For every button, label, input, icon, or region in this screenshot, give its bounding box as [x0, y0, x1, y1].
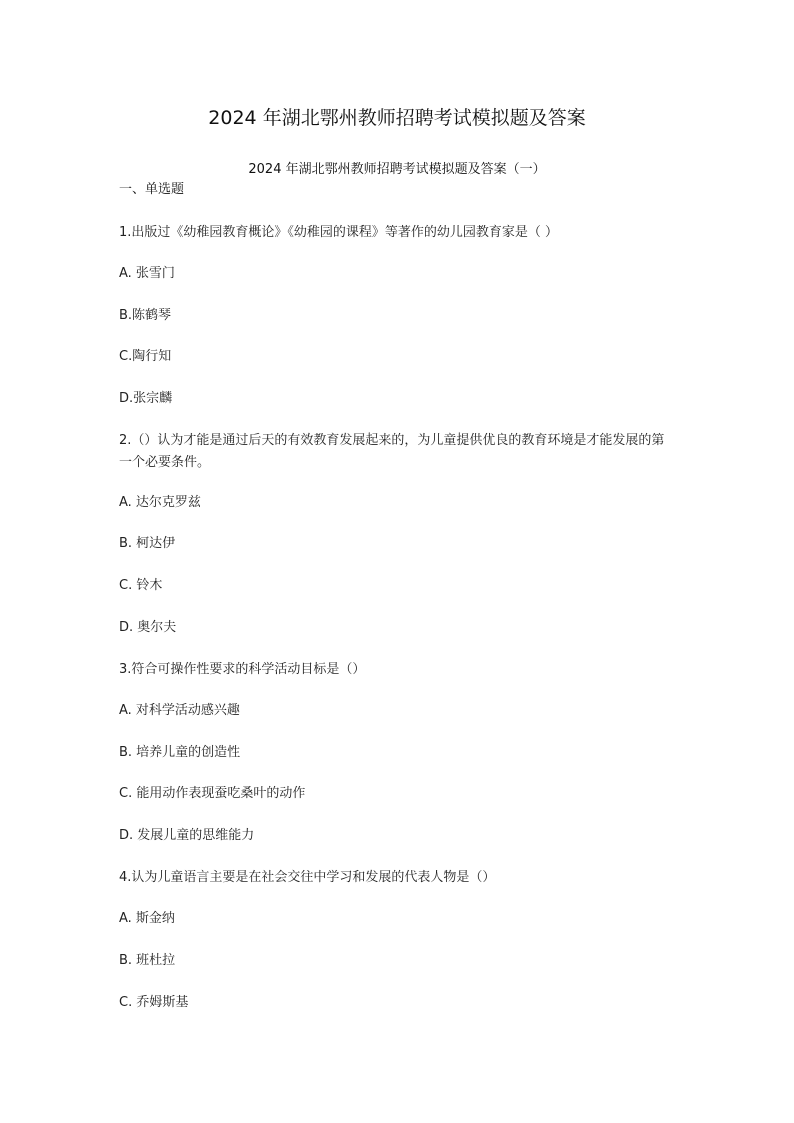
question-3-option-c: C. 能用动作表现蚕吃桑叶的动作 [119, 786, 306, 801]
question-3-stem: 3.符合可操作性要求的科学活动目标是（） [119, 662, 366, 677]
question-2-option-b: B. 柯达伊 [119, 536, 176, 551]
question-1-stem: 1.出版过《幼稚园教育概论》《幼稚园的课程》等著作的幼儿园教育家是（ ） [119, 225, 559, 240]
question-3-option-a: A. 对科学活动感兴趣 [119, 703, 240, 718]
question-1-option-b: B.陈鹤琴 [119, 308, 172, 323]
question-4-stem: 4.认为儿童语言主要是在社会交往中学习和发展的代表人物是（） [119, 870, 496, 885]
question-2-option-a: A. 达尔克罗兹 [119, 495, 201, 510]
question-3-option-b: B. 培养儿童的创造性 [119, 745, 241, 760]
section-heading: 一、单选题 [119, 182, 185, 197]
question-3-option-d: D. 发展儿童的思维能力 [119, 828, 255, 843]
question-2-stem: 2.（）认为才能是通过后天的有效教育发展起来的，为儿童提供优良的教育环境是才能发展的第一个必要条件。 [119, 433, 665, 470]
question-4-option-c: C. 乔姆斯基 [119, 995, 189, 1010]
document-title: 2024 年湖北鄂州教师招聘考试模拟题及答案 [208, 107, 586, 129]
question-1-option-c: C.陶行知 [119, 349, 172, 364]
question-1-option-d: D.张宗麟 [119, 391, 173, 406]
question-4-option-b: B. 班杜拉 [119, 953, 176, 968]
document-subtitle: 2024 年湖北鄂州教师招聘考试模拟题及答案（一） [248, 162, 546, 177]
question-4-option-a: A. 斯金纳 [119, 911, 175, 926]
question-1-option-a: A. 张雪门 [119, 266, 175, 281]
question-2-option-d: D. 奥尔夫 [119, 620, 177, 635]
question-2-option-c: C. 铃木 [119, 578, 163, 593]
